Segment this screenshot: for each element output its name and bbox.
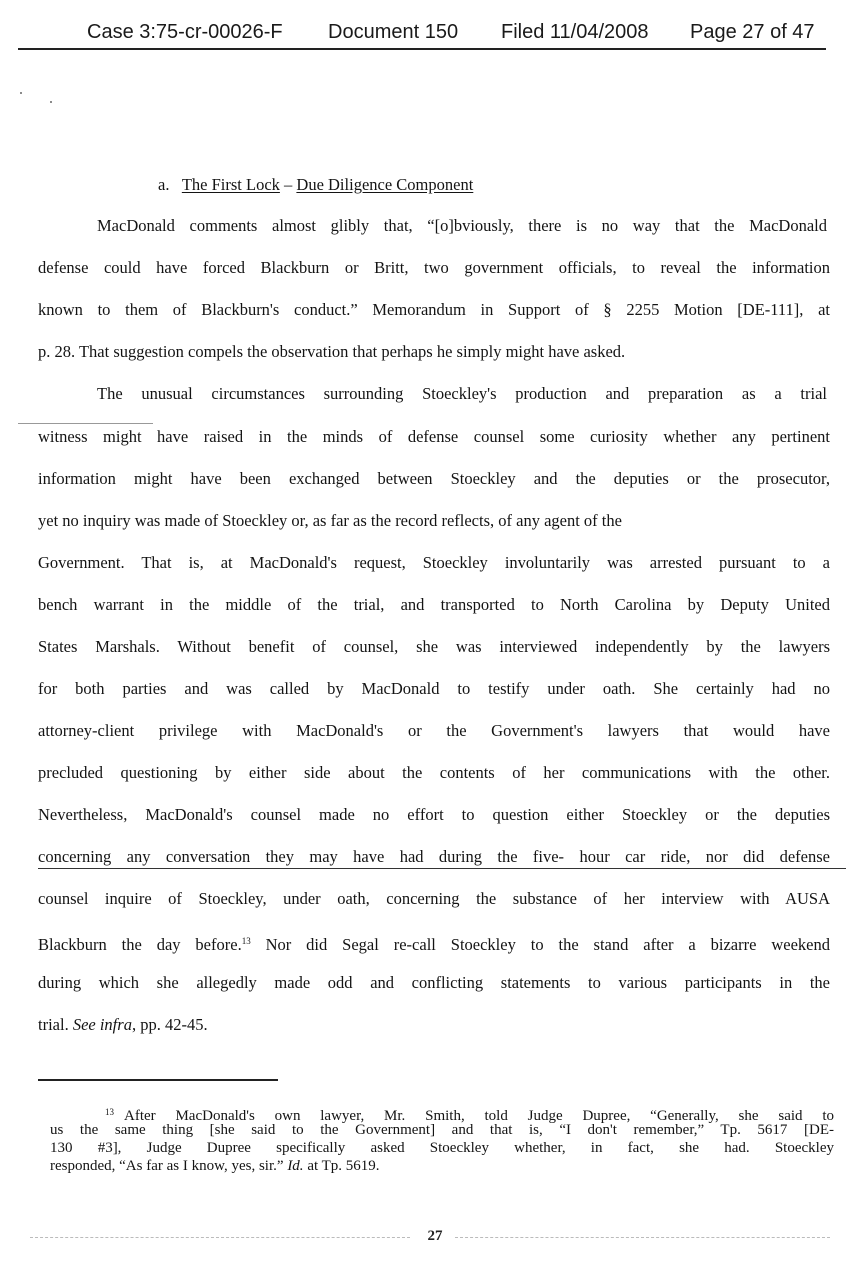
page-indicator: Page 27 of 47 — [690, 21, 815, 43]
paragraph-line: The unusual circumstances surrounding Stoeckley's production and preparation as a trial — [97, 384, 827, 403]
citation-signal: Id. — [287, 1158, 304, 1174]
paragraph-line — [38, 1015, 830, 1035]
scan-speck — [50, 101, 52, 103]
paragraph-line: Government. That is, at MacDonald's request, Stoeckley involuntarily was arrested pursuant to a — [38, 553, 830, 572]
footnote-rule — [38, 1079, 278, 1081]
section-title-part2: Due Diligence Component — [296, 175, 474, 194]
line-text: , pp. 42-45. — [131, 1015, 208, 1034]
footnote-line — [50, 1157, 834, 1175]
paragraph-line: States Marshals. Without benefit of counsel, she was interviewed independently by the lawyers — [38, 637, 830, 656]
paragraph-line: information might have been exchanged between Stoeckley and the deputies or the prosecutor, — [38, 469, 830, 488]
scan-speck — [20, 92, 22, 94]
paragraph-line: p. 28. That suggestion compels the observation that perhaps he simply might have asked. — [38, 342, 626, 361]
scan-rule — [38, 868, 846, 869]
page-number: 27 — [427, 1228, 443, 1244]
paragraph-line: attorney-client privilege with MacDonald's or the Government's lawyers that would have — [38, 721, 830, 740]
citation-signal: See infra — [72, 1015, 132, 1034]
section-heading — [158, 175, 473, 195]
paragraph-line: precluded questioning by either side about the contents of her communications with the other. — [38, 763, 830, 782]
footnote-reference: 13 — [241, 936, 251, 946]
footnote-number: 13 — [105, 1107, 114, 1117]
footer-rule-left — [30, 1237, 410, 1239]
paragraph-line — [38, 931, 830, 955]
filed-date: Filed 11/04/2008 — [501, 21, 649, 43]
header-rule — [18, 48, 826, 50]
paragraph-line: during which she allegedly made odd and conflicting statements to various participants in the — [38, 973, 830, 992]
paragraph-line: witness might have raised in the minds of defense counsel some curiosity whether any pertinent — [38, 427, 830, 446]
line-text: trial. — [38, 1015, 73, 1034]
paragraph-line: MacDonald comments almost glibly that, “[o]bviously, there is no way that the MacDonald — [97, 216, 827, 235]
footnote-line: us the same thing [she said to the Government] and that is, “I don't remember,” Tp. 5617 [DE- — [50, 1122, 834, 1138]
paragraph-line: counsel inquire of Stoeckley, under oath, concerning the substance of her interview with AUSA — [38, 889, 830, 908]
section-title-part1: The First Lock — [181, 175, 280, 194]
footnote-text: After MacDonald's own lawyer, Mr. Smith, told Judge Dupree, “Generally, she said to — [124, 1108, 834, 1124]
paragraph-line: known to them of Blackburn's conduct.” Memorandum in Support of § 2255 Motion [DE-111], at — [38, 300, 830, 319]
paragraph-line: for both parties and was called by MacDonald to testify under oath. She certainly had no — [38, 679, 830, 698]
scan-artifact-line — [18, 423, 153, 424]
document-number: Document 150 — [328, 21, 459, 43]
paragraph-line: yet no inquiry was made of Stoeckley or, as far as the record reflects, of any agent of the — [38, 511, 622, 530]
line-text: Nor did Segal re-call Stoeckley to the stand after a bizarre weekend — [250, 935, 830, 954]
section-marker: a. — [158, 175, 170, 194]
footnote-text: responded, “As far as I know, yes, sir.” — [50, 1158, 288, 1174]
case-number: Case 3:75-cr-00026-F — [87, 21, 283, 43]
footer-rule-right — [455, 1237, 830, 1239]
paragraph-line: concerning any conversation they may have had during the five- hour car ride, nor did defense — [38, 847, 830, 866]
paragraph-line: Nevertheless, MacDonald's counsel made no effort to question either Stoeckley or the deputies — [38, 805, 830, 824]
footnote-text: at Tp. 5619. — [303, 1158, 380, 1174]
footnote-line: 130 #3], Judge Dupree specifically asked Stoeckley whether, in fact, she had. Stoeckley — [50, 1140, 834, 1156]
filing-header — [87, 21, 827, 49]
section-dash: – — [279, 175, 297, 194]
paragraph-line: bench warrant in the middle of the trial, and transported to North Carolina by Deputy United — [38, 595, 830, 614]
paragraph-line: defense could have forced Blackburn or Britt, two government officials, to reveal the information — [38, 258, 830, 277]
line-text: Blackburn the day before. — [38, 935, 242, 954]
